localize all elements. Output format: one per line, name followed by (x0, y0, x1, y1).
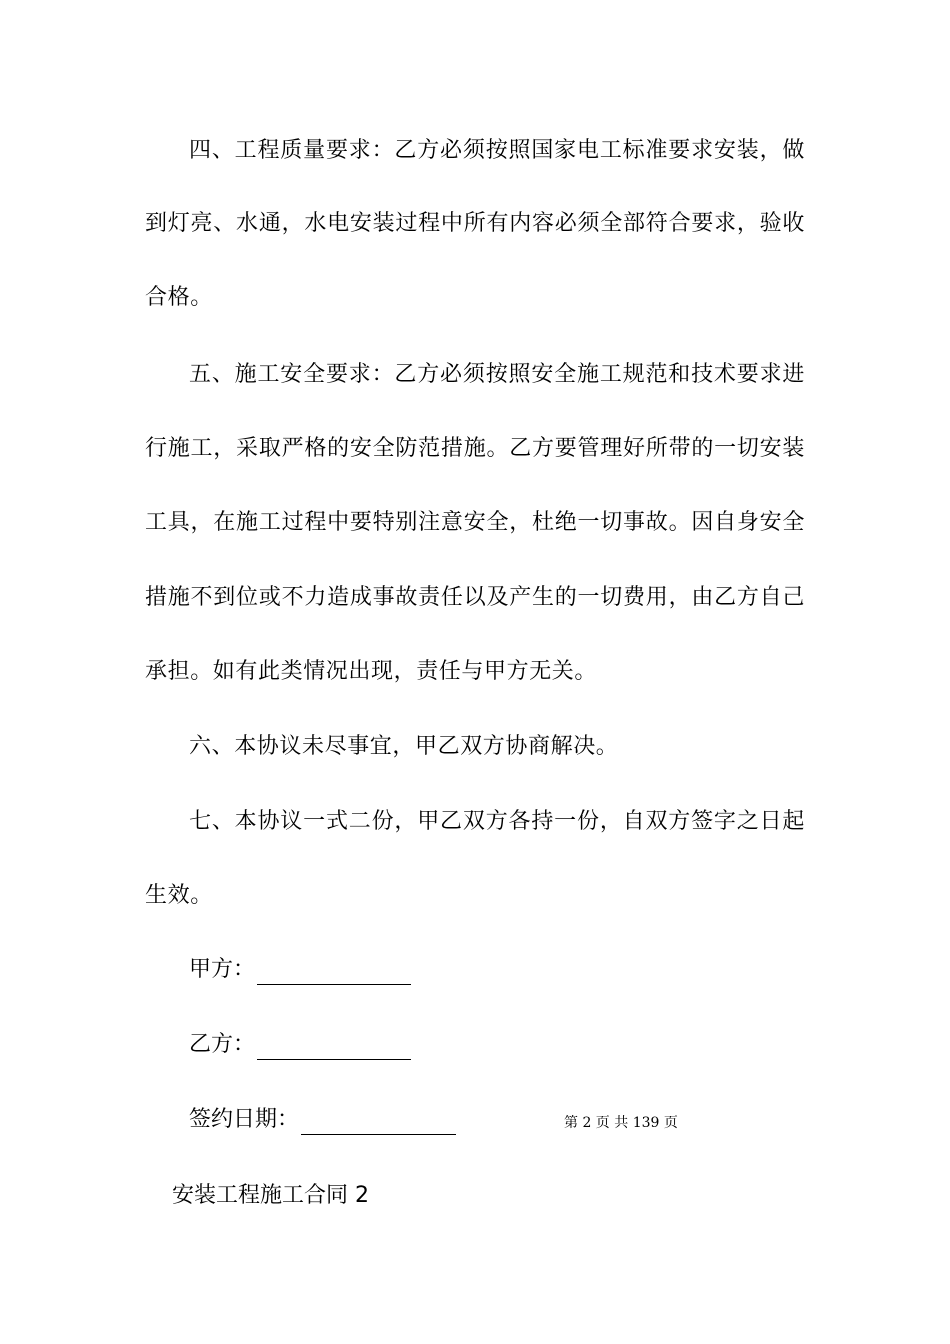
clause-five-line-5: 承担。如有此类情况出现，责任与甲方无关。 (145, 659, 598, 684)
clause-four-line-2: 到灯亮、水通，水电安装过程中所有内容必须全部符合要求，验收 (145, 211, 805, 236)
party-a-label: 甲方： (189, 957, 256, 982)
party-b-signature-row (189, 1030, 411, 1060)
clause-five-line-3: 工具，在施工过程中要特别注意安全，杜绝一切事故。因自身安全 (145, 510, 805, 535)
party-a-signature-row (189, 955, 411, 985)
party-b-label: 乙方： (189, 1032, 256, 1057)
signing-date-label: 签约日期： (189, 1107, 300, 1132)
party-b-signature-blank[interactable] (257, 1035, 411, 1060)
next-section-title: 安装工程施工合同 2 (172, 1183, 369, 1208)
clause-four-line-1: 四、工程质量要求：乙方必须按照国家电工标准要求安装，做 (189, 138, 805, 163)
clause-five-line-2: 行施工，采取严格的安全防范措施。乙方要管理好所带的一切安装 (145, 436, 805, 461)
page-number: 第 2 页 共 139 页 (564, 1115, 678, 1131)
clause-five-line-1: 五、施工安全要求：乙方必须按照安全施工规范和技术要求进 (189, 362, 805, 387)
clause-six-line-1: 六、本协议未尽事宜，甲乙双方协商解决。 (189, 734, 619, 759)
clause-seven-line-2: 生效。 (145, 883, 213, 908)
party-a-signature-blank[interactable] (257, 960, 411, 985)
clause-four-line-3: 合格。 (145, 285, 213, 310)
clause-five-line-4: 措施不到位或不力造成事故责任以及产生的一切费用，由乙方自己 (145, 585, 805, 610)
clause-seven-line-1: 七、本协议一式二份，甲乙双方各持一份，自双方签字之日起 (189, 809, 805, 834)
signing-date-blank[interactable] (301, 1110, 456, 1135)
signing-date-row (189, 1105, 456, 1135)
